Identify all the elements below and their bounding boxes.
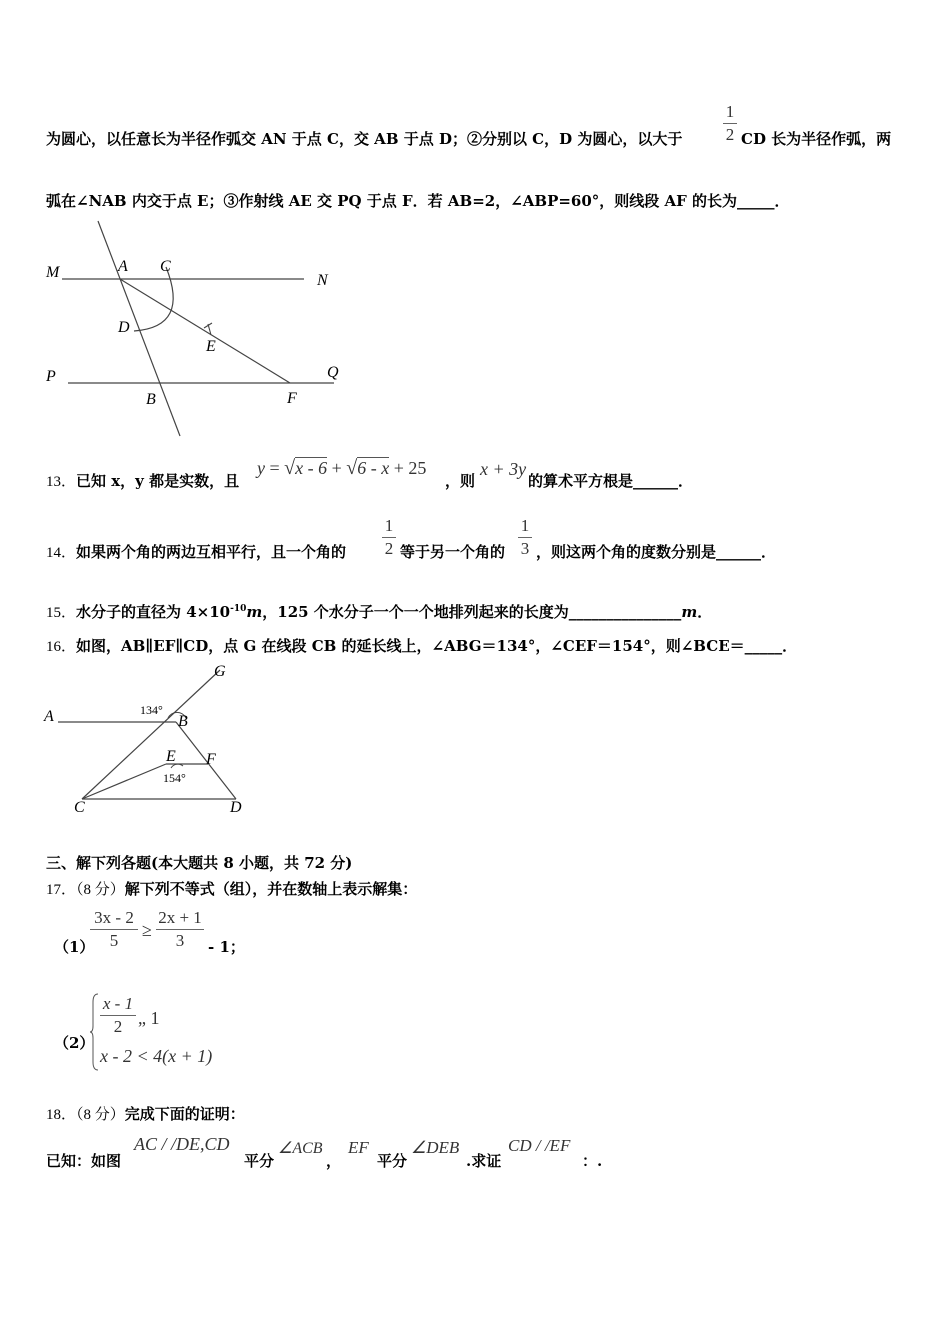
- q15-number: 15．: [46, 605, 77, 621]
- label-Q: Q: [327, 364, 339, 381]
- label-D: D: [118, 319, 130, 336]
- label-C2: C: [74, 799, 85, 816]
- q17-part2-label: （2）: [54, 1034, 95, 1052]
- label-P: P: [46, 368, 56, 385]
- q17-p2-brace: [90, 992, 100, 1072]
- q14-number: 14．: [46, 545, 77, 561]
- q13-number: 13．: [46, 474, 77, 490]
- q13-rest2: 的算术平方根是______．: [528, 472, 694, 490]
- label-M: M: [46, 264, 60, 281]
- q14: 14．如果两个角的两边互相平行，且一个角的: [46, 543, 347, 561]
- label-A: A: [118, 258, 128, 275]
- q17-p2-rel: „ 1: [138, 1008, 160, 1028]
- label-N: N: [317, 272, 328, 289]
- q13: 13．已知 x，y 都是实数，且: [46, 472, 240, 490]
- q18-w1: 平分: [244, 1152, 275, 1170]
- q18-m3: EF: [348, 1138, 369, 1157]
- q18-w3: .求证: [466, 1152, 502, 1170]
- q16-figure: [40, 660, 260, 820]
- q18-m2: ∠ACB: [278, 1140, 323, 1157]
- q18-number: 18．: [46, 1107, 77, 1123]
- q12-half-den: 2: [725, 125, 735, 144]
- q17-p1-ge: ≥: [142, 920, 152, 940]
- q14-mid: 等于另一个角的: [400, 543, 506, 561]
- q13-rest: ，则: [445, 472, 476, 490]
- q12-text-a: 为圆心，以任意长为半径作弧交 AN 于点 C，交 AB 于点 D；②分别以 C，D 为圆心，以大于: [46, 130, 683, 148]
- q12-line1-b: CD 长为半径作弧，两: [741, 130, 892, 148]
- label-F: F: [287, 390, 297, 407]
- q12-line2: 弧在∠NAB 内交于点 E；③作射线 AE 交 PQ 于点 F．若 AB=2，∠ABP=60°，则线段 AF 的长为_____．: [46, 192, 790, 210]
- q18-end: ：.: [582, 1152, 603, 1170]
- q12-half-num: 1: [725, 102, 735, 121]
- label-B2: B: [178, 713, 188, 730]
- q18-comma: ，: [326, 1152, 342, 1170]
- q18-given: 已知：如图: [46, 1152, 122, 1170]
- q12-half-fraction: [723, 102, 737, 145]
- q12-figure: [40, 215, 350, 440]
- q17-p1-right-frac: 2x + 1 3: [156, 908, 204, 951]
- q15: 15．水分子的直径为 $4\times 10^{-10}m$，125 个水分子一个一个地排列起来的长度为_______________m．: [46, 603, 713, 621]
- angle-154: 154°: [163, 771, 186, 785]
- q18-w2: 平分: [377, 1152, 408, 1170]
- q17: 17．（8 分）解下列不等式（组），并在数轴上表示解集：: [46, 880, 418, 898]
- q16-number: 16．: [46, 639, 77, 655]
- q14-frac2: 1 3: [518, 516, 532, 559]
- q12-line1: [46, 128, 682, 149]
- q17-number: 17．: [46, 882, 77, 898]
- label-B: B: [146, 391, 156, 408]
- label-E: E: [206, 338, 216, 355]
- q17-p1-left-frac: 3x - 2 5: [90, 908, 138, 951]
- label-G: G: [214, 663, 226, 680]
- section-3-title: 三、解下列各题(本大题共 8 小题，共 72 分): [46, 854, 353, 872]
- q18-m1: AC / /DE,CD: [134, 1134, 230, 1154]
- q13-formula: y = √x - 6 + √6 - x + 25: [257, 457, 427, 479]
- q14-frac1: 1 2: [382, 516, 396, 559]
- label-F2: F: [206, 751, 216, 768]
- label-C: C: [160, 258, 171, 275]
- q18: 18．（8 分）完成下面的证明：: [46, 1105, 245, 1123]
- q17-part1-label: （1）: [54, 938, 95, 956]
- q17-p2-frac: x - 1 2: [100, 994, 136, 1037]
- q17-p2-line2: x - 2 < 4(x + 1): [100, 1046, 213, 1066]
- q18-m5: CD / /EF: [508, 1136, 571, 1155]
- q16: 16．如图，AB∥EF∥CD，点 G 在线段 CB 的延长线上，∠ABG＝134°，∠CEF＝154°，则∠BCE＝_____．: [46, 637, 798, 655]
- q17-p1-tail: - 1；: [208, 938, 245, 956]
- angle-134: 134°: [140, 703, 163, 717]
- label-A2: A: [44, 708, 54, 725]
- label-E2: E: [166, 748, 176, 765]
- label-D2: D: [230, 799, 242, 816]
- q14-end: ，则这两个角的度数分别是______．: [536, 543, 777, 561]
- q13-expr: x + 3y: [480, 459, 527, 479]
- q18-m4: ∠DEB: [411, 1138, 460, 1157]
